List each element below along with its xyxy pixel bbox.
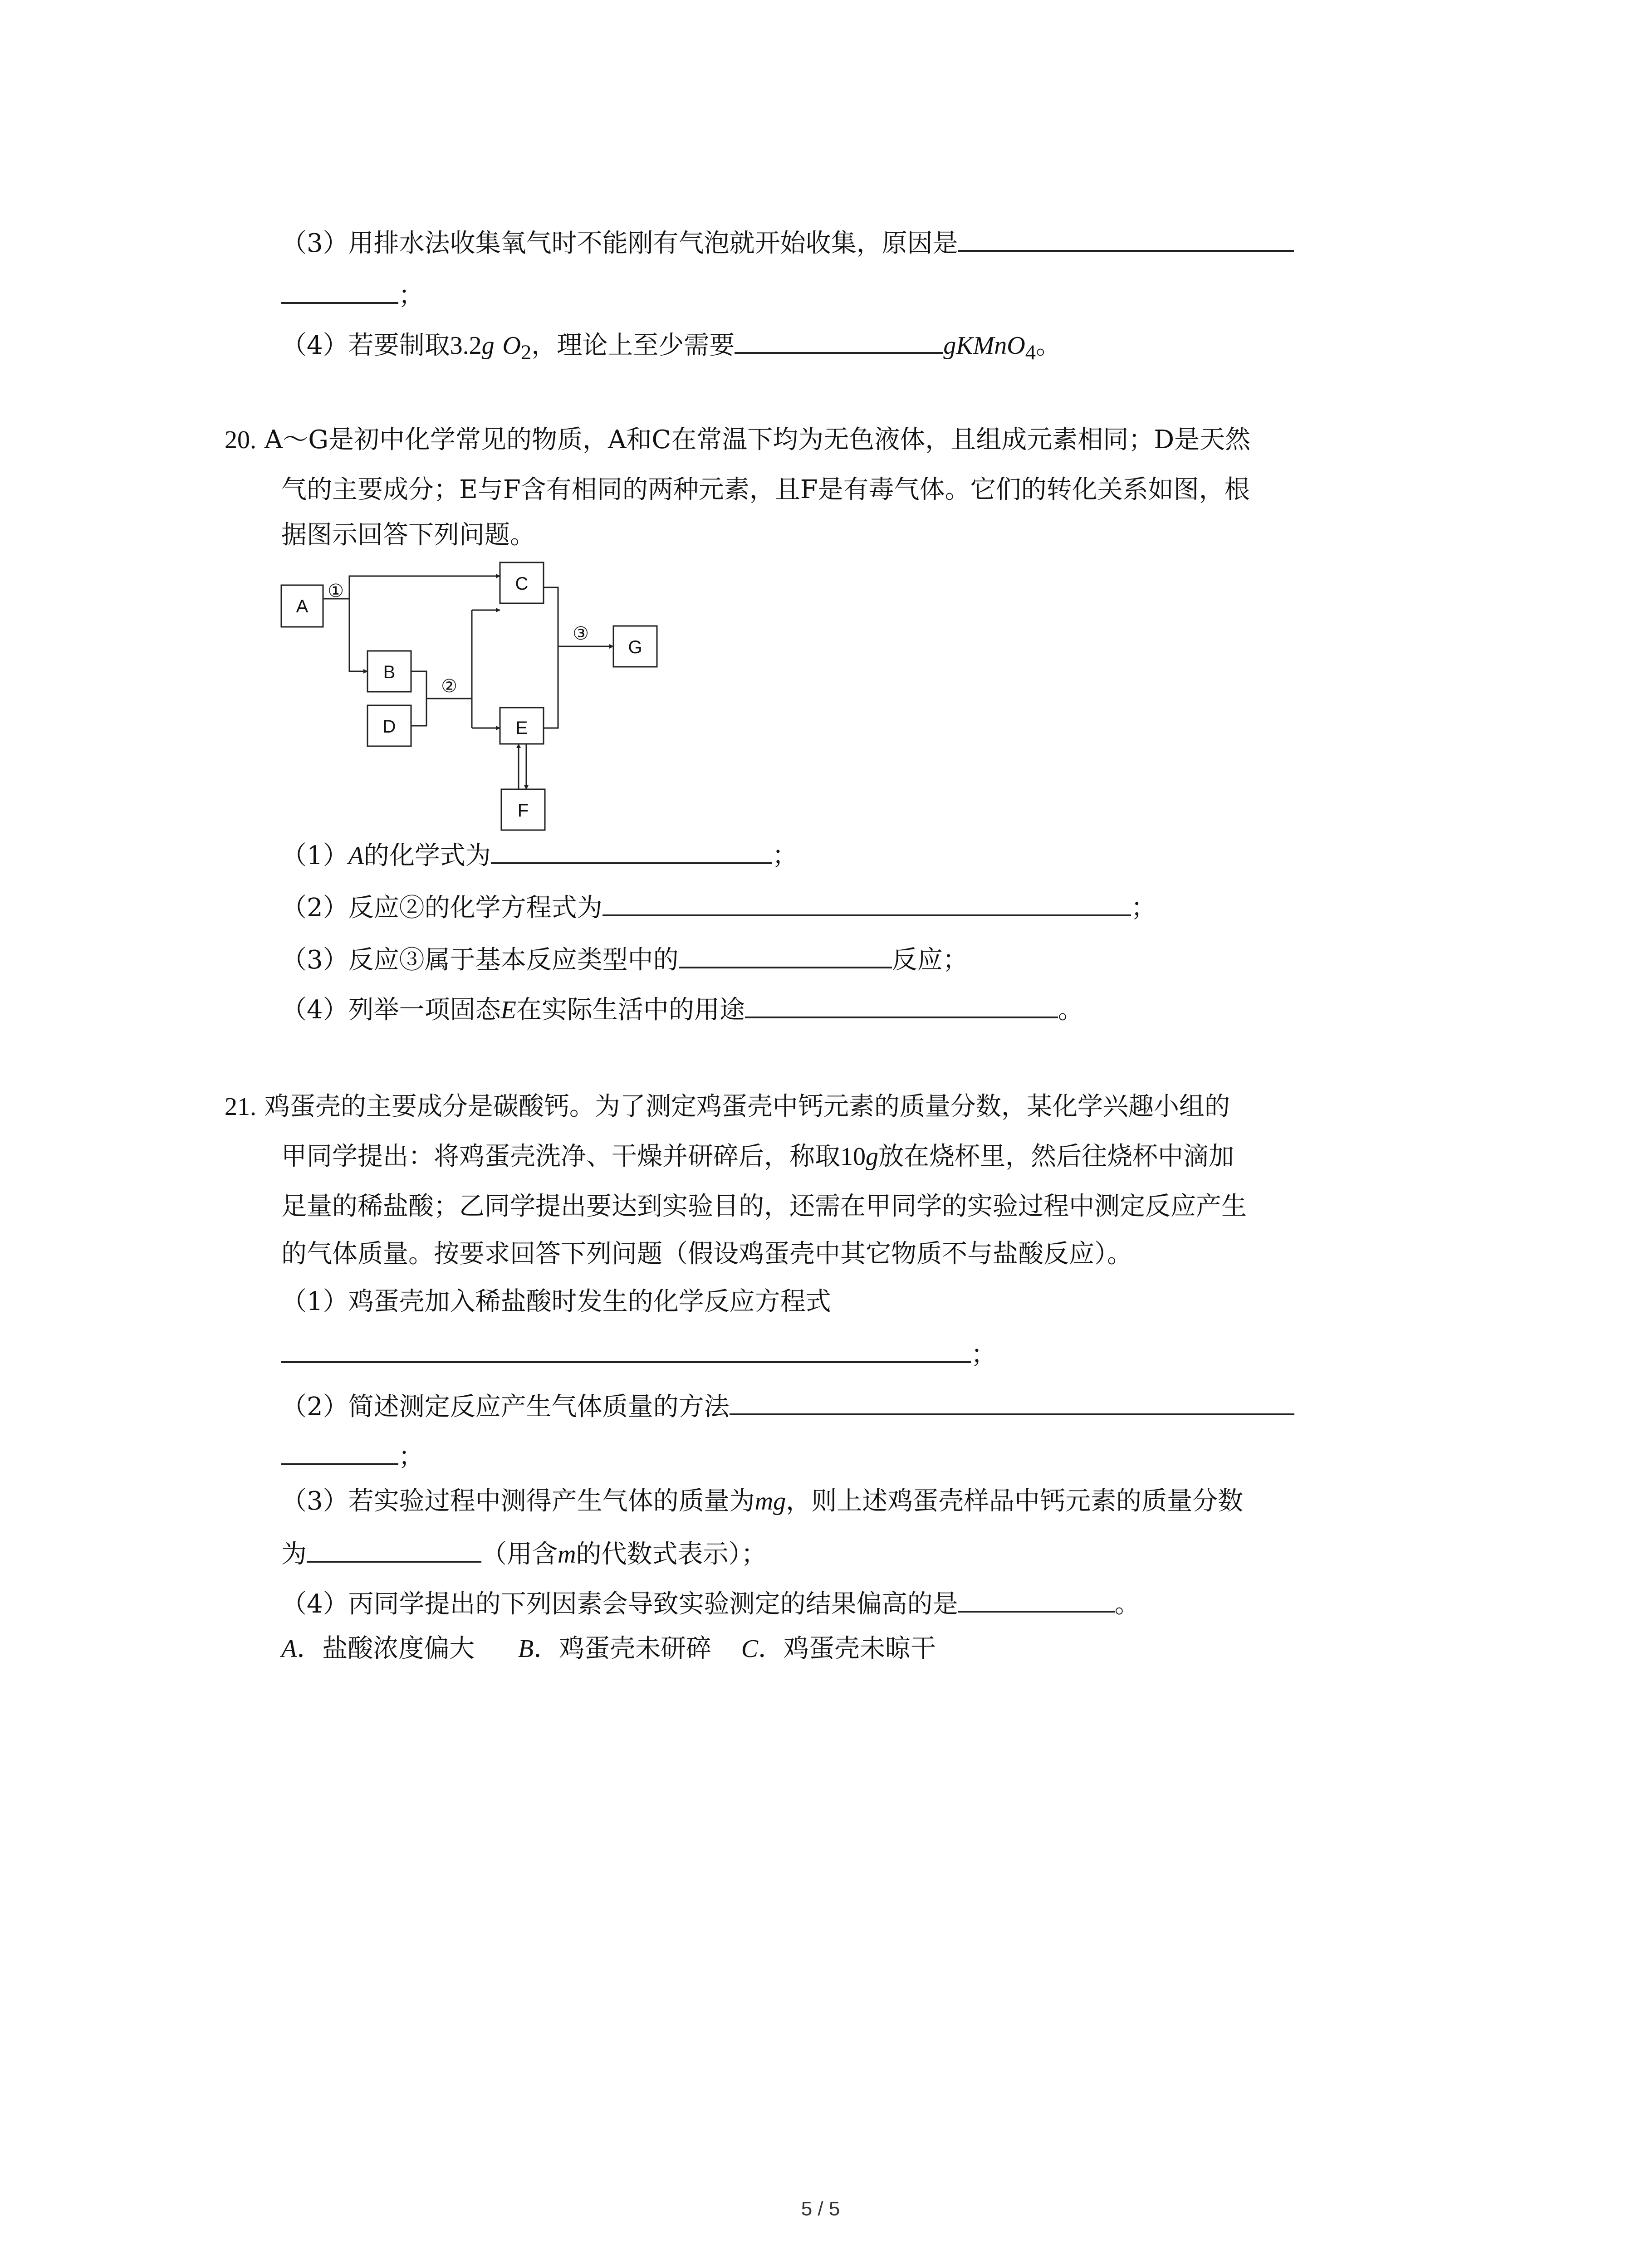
q21-number: 21. (225, 1093, 256, 1121)
q19-part3-blank-a[interactable] (958, 225, 1294, 252)
q19-part4-blank[interactable] (735, 327, 943, 354)
option-a-letter: A (281, 1635, 297, 1663)
q20-sub1-text: 的化学式为 (363, 841, 491, 870)
q20-stem-line3: 据图示回答下列问题。 (281, 520, 535, 550)
q19-part3-tail: ； (398, 281, 424, 310)
q20-sub4 (281, 991, 1083, 1026)
q21-sub4-end: 。 (1114, 1589, 1140, 1619)
q21-stem-line4: 的气体质量。按要求回答下列问题（假设鸡蛋壳中其它物质不与盐酸反应）。 (281, 1239, 1132, 1269)
q20-line2 (281, 474, 1250, 506)
q20-sub2-blank[interactable] (603, 889, 1131, 916)
q20-stem-line2: 气的主要成分；E与F含有相同的两种元素，且F是有毒气体。它们的转化关系如图，根 (281, 475, 1250, 504)
option-b-text: ．鸡蛋壳未研碎 (534, 1634, 712, 1663)
q19-part3-text: （3）用排水法收集氧气时不能刚有气泡就开始收集，原因是 (281, 229, 958, 258)
q20-sub4-pre: （4）列举一项固态 (281, 995, 501, 1025)
q19-part4-end: 。 (1036, 331, 1062, 360)
q20-sub2-end: ； (1131, 893, 1156, 923)
q20-sub4-text: 在实际生活中的用途 (516, 995, 745, 1025)
diagram-marker-2: ② (441, 676, 457, 696)
q21-mass-unit: g (866, 1143, 878, 1171)
diagram-label-a: A (296, 596, 309, 616)
q21-options (281, 1633, 936, 1665)
q21-sub2-blank-b[interactable] (281, 1438, 398, 1465)
q20-sub1 (281, 837, 798, 872)
q19-part4-number: 3.2 (450, 332, 482, 360)
q20-sub3-end: 反应； (892, 945, 968, 975)
option-a-text: ．盐酸浓度偏大 (297, 1634, 475, 1663)
q20-stem-line1: A～G是初中化学常见的物质，A和C在常温下均为无色液体，且组成元素相同；D是天然 (264, 425, 1251, 455)
q21-sub1-end: ； (971, 1340, 996, 1369)
q21-sub1 (281, 1286, 831, 1318)
q21-sub2-text: （2）简述测定反应产生气体质量的方法 (281, 1392, 730, 1422)
q21-stem-line3: 足量的稀盐酸；乙同学提出要达到实验目的，还需在甲同学的实验过程中测定反应产生 (281, 1192, 1247, 1221)
diagram-label-b: B (383, 662, 396, 682)
q21-sub3 (281, 1486, 1243, 1517)
q19-part4-prefix: （4）若要制取 (281, 331, 450, 360)
option-b-letter: B (518, 1635, 534, 1663)
q21-sub3-hint-a: （用含 (481, 1540, 558, 1569)
q20-sub2-text: （2）反应②的化学方程式为 (281, 893, 603, 923)
option-b[interactable] (518, 1634, 711, 1663)
option-c-letter: C (741, 1635, 759, 1663)
q19-part3-blank-b[interactable] (281, 277, 398, 304)
diagram-label-e: E (515, 718, 528, 738)
q20-sub1-blank[interactable] (491, 837, 772, 864)
diagram-marker-3: ③ (573, 624, 589, 644)
q21-sub2-end: ； (398, 1442, 424, 1471)
option-c[interactable] (741, 1634, 936, 1663)
q21-sub3-hint-b: 的代数式表示）； (576, 1540, 767, 1569)
q20-sub4-end: 。 (1058, 995, 1083, 1025)
q21-sub4-text: （4）丙同学提出的下列因素会导致实验测定的结果偏高的是 (281, 1589, 958, 1619)
q19-part4-sub2: 2 (520, 341, 532, 365)
diagram-marker-1: ① (328, 581, 344, 601)
q19-part4-oxygen: O (502, 332, 521, 360)
q20-reaction-diagram (272, 558, 681, 839)
q21-sub3-cont (281, 1535, 766, 1570)
q21-line4 (281, 1238, 1132, 1270)
q20-line3 (281, 519, 535, 551)
q20-sub2 (281, 889, 1156, 924)
q21-sub3-text-c: 为 (281, 1540, 307, 1569)
q21-sub2 (281, 1388, 1294, 1423)
q19-part3-line2 (281, 277, 424, 312)
q20-sub1-end: ； (772, 841, 798, 870)
q19-part4-line (281, 327, 1061, 368)
q21-line2 (281, 1141, 1234, 1173)
q21-sub3-mg: mg (754, 1487, 786, 1515)
q21-line1 (225, 1091, 1230, 1123)
q21-sub2-cont (281, 1438, 424, 1473)
q21-sub3-m: m (558, 1540, 576, 1569)
q19-part3-line1 (281, 225, 1294, 259)
option-a[interactable] (281, 1634, 475, 1663)
q21-mass-number: 10 (840, 1143, 866, 1171)
diagram-label-f: F (517, 801, 529, 821)
diagram-label-d: D (382, 717, 396, 737)
q21-sub3-blank[interactable] (307, 1535, 481, 1563)
q19-part4-kmno: gKMnO (943, 332, 1025, 360)
q20-sub4-blank[interactable] (745, 991, 1058, 1018)
q21-sub1-answer (281, 1336, 996, 1371)
q20-sub1-a: A (348, 842, 364, 870)
q20-sub1-pre: （1） (281, 841, 348, 870)
q20-number: 20. (225, 426, 256, 454)
q21-sub4-blank[interactable] (958, 1585, 1115, 1613)
q21-sub3-text-b: ，则上述鸡蛋壳样品中钙元素的质量分数 (786, 1486, 1244, 1516)
diagram-label-c: C (515, 574, 529, 594)
option-c-text: ．鸡蛋壳未晾干 (758, 1634, 936, 1663)
q21-sub1-text: （1）鸡蛋壳加入稀盐酸时发生的化学反应方程式 (281, 1287, 831, 1316)
q19-part4-sub4: 4 (1025, 341, 1036, 365)
q19-part4-unit-g: g (481, 332, 495, 360)
diagram-label-g: G (628, 637, 642, 657)
q20-sub3-text: （3）反应③属于基本反应类型中的 (281, 945, 679, 975)
q21-stem-line2a: 甲同学提出：将鸡蛋壳洗净、干燥并研碎后，称取 (281, 1142, 840, 1171)
q20-sub4-e: E (500, 996, 516, 1024)
q19-part4-mid: ，理论上至少需要 (531, 331, 735, 360)
q21-line3 (281, 1191, 1247, 1222)
q21-sub2-blank-a[interactable] (730, 1388, 1294, 1415)
q20-sub3 (281, 941, 968, 976)
q20-line1 (225, 424, 1250, 456)
q21-stem-line2b: 放在烧杯里，然后往烧杯中滴加 (878, 1142, 1234, 1171)
q21-sub4 (281, 1585, 1140, 1620)
q20-sub3-blank[interactable] (679, 941, 892, 968)
q21-stem-line1: 鸡蛋壳的主要成分是碳酸钙。为了测定鸡蛋壳中钙元素的质量分数，某化学兴趣小组的 (264, 1092, 1230, 1121)
q21-sub3-text-a: （3）若实验过程中测得产生气体的质量为 (281, 1486, 755, 1516)
q21-sub1-blank[interactable] (281, 1336, 971, 1363)
page-number: 5 / 5 (801, 2198, 840, 2220)
